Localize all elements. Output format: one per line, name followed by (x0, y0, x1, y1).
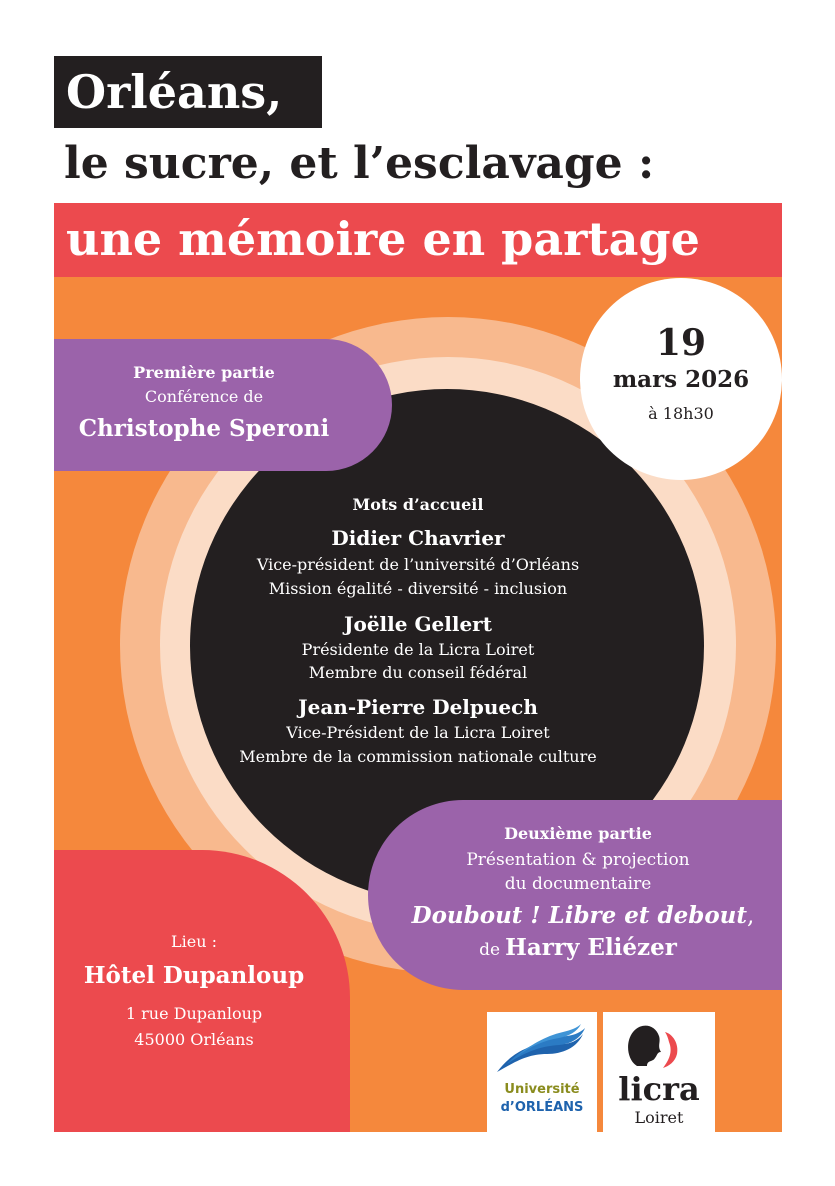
second-part-line1: Présentation & projection (466, 850, 690, 870)
venue-name: Hôtel Dupanloup (83, 962, 305, 989)
licra-profile-icon (603, 1012, 715, 1074)
first-part-speaker: Christophe Speroni (78, 415, 330, 442)
date-day: 19 (655, 322, 707, 364)
speaker-role: Mission égalité - diversité - inclusion (268, 579, 568, 598)
venue-street: 1 rue Dupanloup (125, 1004, 263, 1023)
director-line (408, 934, 748, 961)
director-name: Harry Eliézer (505, 934, 677, 961)
date-time: à 18h30 (648, 404, 714, 423)
film-title-suffix: , (747, 903, 755, 929)
date-month-year: mars 2026 (612, 366, 750, 393)
university-wave-icon (487, 1012, 597, 1082)
first-part-subtitle: Conférence de (144, 387, 264, 406)
welcome-heading: Mots d’accueil (352, 495, 484, 514)
second-part-line2: du documentaire (504, 874, 652, 894)
date-badge (580, 278, 782, 480)
title-line-1: Orléans, (54, 56, 322, 128)
film-title: Doubout ! Libre et debout (411, 902, 748, 929)
speaker-role: Vice-Président de la Licra Loiret (286, 723, 550, 742)
title-line-2: le sucre, et l’esclavage : (64, 138, 655, 189)
speaker-role: Membre de la commission nationale culture (239, 747, 597, 766)
licra-region: Loiret (634, 1108, 684, 1127)
second-part-panel (368, 800, 782, 990)
university-name-line1: Université (504, 1082, 580, 1097)
speaker-role: Membre du conseil fédéral (308, 663, 528, 682)
first-part-panel (54, 339, 392, 471)
university-name-line2: d’ORLÉANS (500, 1100, 584, 1115)
director-prefix: de (479, 940, 501, 960)
title-line-3: une mémoire en partage (54, 203, 782, 277)
film-title-line (388, 902, 778, 929)
speaker-role: Présidente de la Licra Loiret (301, 640, 535, 659)
university-logo (487, 1012, 597, 1132)
first-part-label: Première partie (133, 363, 275, 382)
speaker-name: Jean-Pierre Delpuech (298, 695, 538, 719)
venue-panel (54, 850, 350, 1132)
licra-name: licra (618, 1070, 700, 1108)
speaker-role: Vice-président de l’université d’Orléans (256, 555, 580, 574)
speaker-name: Didier Chavrier (331, 526, 505, 550)
speaker-name: Joëlle Gellert (344, 612, 492, 636)
second-part-label: Deuxième partie (504, 824, 652, 843)
venue-city: 45000 Orléans (134, 1030, 254, 1049)
licra-logo (603, 1012, 715, 1132)
venue-label: Lieu : (171, 932, 217, 951)
